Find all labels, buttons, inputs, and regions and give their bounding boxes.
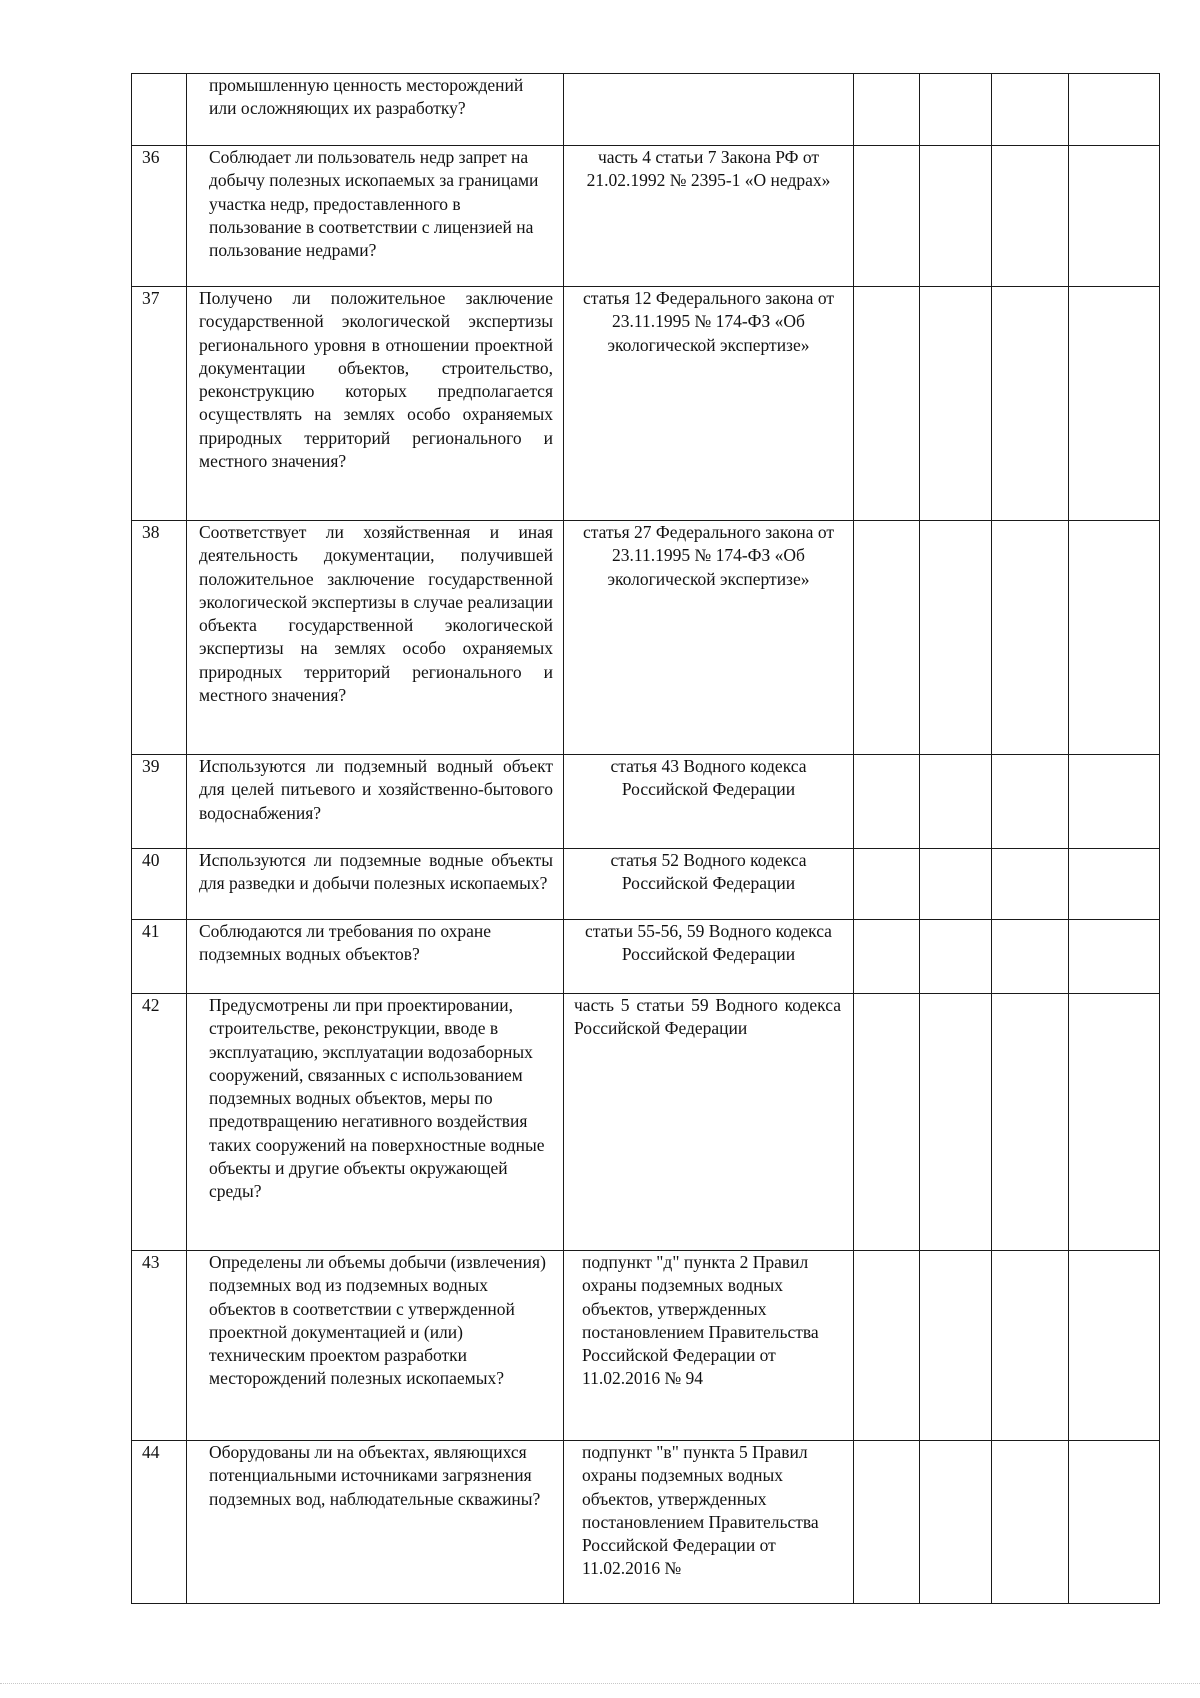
answer-yes-cell (854, 74, 920, 146)
row-number (132, 74, 187, 146)
legal-reference: часть 5 статьи 59 Водного кодекса Российской Федерации (564, 994, 854, 1251)
question-text: Оборудованы ли на объектах, являющихся потенциальными источниками загрязнения подземных вод, наблюдательные скважины? (187, 1441, 564, 1604)
table-row (132, 755, 1160, 849)
answer-no-cell (920, 146, 992, 287)
legal-reference: подпункт "в" пункта 5 Правил охраны подземных водных объектов, утвержденных постановлением Правительства Российской Федерации от 11.02.2016 № (564, 1441, 854, 1604)
answer-no-cell (920, 755, 992, 849)
answer-yes-cell (854, 1251, 920, 1441)
answer-no-cell (920, 1251, 992, 1441)
answer-no-cell (920, 74, 992, 146)
answer-na-cell (992, 849, 1069, 920)
answer-no-cell (920, 920, 992, 994)
table-row (132, 146, 1160, 287)
legal-reference: статья 52 Водного кодекса Российской Федерации (564, 849, 854, 920)
row-number: 42 (132, 994, 187, 1251)
row-number: 43 (132, 1251, 187, 1441)
row-number: 41 (132, 920, 187, 994)
question-text: Соответствует ли хозяйственная и иная деятельность документации, получившей положительное заключение государственной экологической экспертизы в случае реализации объекта государственной экологической экспертизы на землях особо охраняемых природных территорий регионального и местного значения? (187, 521, 564, 755)
answer-yes-cell (854, 287, 920, 521)
row-number: 40 (132, 849, 187, 920)
answer-yes-cell (854, 521, 920, 755)
table-row (132, 849, 1160, 920)
answer-na-cell (992, 146, 1069, 287)
legal-reference: статьи 55-56, 59 Водного кодекса Российской Федерации (564, 920, 854, 994)
answer-yes-cell (854, 920, 920, 994)
table-row (132, 287, 1160, 521)
question-text: Получено ли положительное заключение государственной экологической экспертизы регионального уровня в отношении проектной документации объектов, строительство, реконструкцию которых предполагается осуществлять на землях особо охраняемых природных территорий регионального и местного значения? (187, 287, 564, 521)
row-number: 39 (132, 755, 187, 849)
legal-reference: статья 12 Федерального закона от 23.11.1995 № 174-ФЗ «Об экологической экспертизе» (564, 287, 854, 521)
answer-na-cell (992, 287, 1069, 521)
checklist-table (131, 73, 1160, 1604)
answer-na-cell (992, 1441, 1069, 1604)
answer-yes-cell (854, 1441, 920, 1604)
note-cell (1069, 920, 1160, 994)
page-edge-divider (0, 1683, 1200, 1685)
row-number: 38 (132, 521, 187, 755)
note-cell (1069, 287, 1160, 521)
row-number: 37 (132, 287, 187, 521)
note-cell (1069, 146, 1160, 287)
answer-no-cell (920, 849, 992, 920)
answer-na-cell (992, 994, 1069, 1251)
legal-reference (564, 74, 854, 146)
note-cell (1069, 849, 1160, 920)
table-row (132, 521, 1160, 755)
row-number: 36 (132, 146, 187, 287)
answer-no-cell (920, 994, 992, 1251)
note-cell (1069, 1251, 1160, 1441)
question-text: Предусмотрены ли при проектировании, строительстве, реконструкции, вводе в эксплуатацию, эксплуатации водозаборных сооружений, связанных с использованием подземных водных объектов, меры по предотвращению негативного воздействия таких сооружений на поверхностные водные объекты и другие объекты окружающей среды? (187, 994, 564, 1251)
answer-na-cell (992, 1251, 1069, 1441)
question-text: Определены ли объемы добычи (извлечения) подземных вод из подземных водных объектов в соответствии с утвержденной проектной документацией и (или) техническим проектом разработки месторождений полезных ископаемых? (187, 1251, 564, 1441)
legal-reference: подпункт "д" пункта 2 Правил охраны подземных водных объектов, утвержденных постановлением Правительства Российской Федерации от 11.02.2016 № 94 (564, 1251, 854, 1441)
table-row (132, 920, 1160, 994)
legal-reference: статья 43 Водного кодекса Российской Федерации (564, 755, 854, 849)
table-row (132, 1441, 1160, 1604)
answer-na-cell (992, 920, 1069, 994)
question-text: Соблюдаются ли требования по охране подземных водных объектов? (187, 920, 564, 994)
answer-no-cell (920, 287, 992, 521)
answer-yes-cell (854, 146, 920, 287)
note-cell (1069, 1441, 1160, 1604)
answer-na-cell (992, 755, 1069, 849)
answer-no-cell (920, 1441, 992, 1604)
question-text: промышленную ценность месторождений или осложняющих их разработку? (187, 74, 564, 146)
table-row (132, 74, 1160, 146)
note-cell (1069, 74, 1160, 146)
answer-na-cell (992, 521, 1069, 755)
legal-reference: статья 27 Федерального закона от 23.11.1995 № 174-ФЗ «Об экологической экспертизе» (564, 521, 854, 755)
table-row (132, 1251, 1160, 1441)
answer-yes-cell (854, 994, 920, 1251)
legal-reference: часть 4 статьи 7 Закона РФ от 21.02.1992 № 2395-1 «О недрах» (564, 146, 854, 287)
note-cell (1069, 755, 1160, 849)
row-number: 44 (132, 1441, 187, 1604)
note-cell (1069, 521, 1160, 755)
question-text: Используются ли подземные водные объекты для разведки и добычи полезных ископаемых? (187, 849, 564, 920)
note-cell (1069, 994, 1160, 1251)
answer-yes-cell (854, 849, 920, 920)
table-row (132, 994, 1160, 1251)
answer-yes-cell (854, 755, 920, 849)
answer-na-cell (992, 74, 1069, 146)
answer-no-cell (920, 521, 992, 755)
question-text: Используются ли подземный водный объект для целей питьевого и хозяйственно-бытового водоснабжения? (187, 755, 564, 849)
question-text: Соблюдает ли пользователь недр запрет на добычу полезных ископаемых за границами участка недр, предоставленного в пользование в соответствии с лицензией на пользование недрами? (187, 146, 564, 287)
